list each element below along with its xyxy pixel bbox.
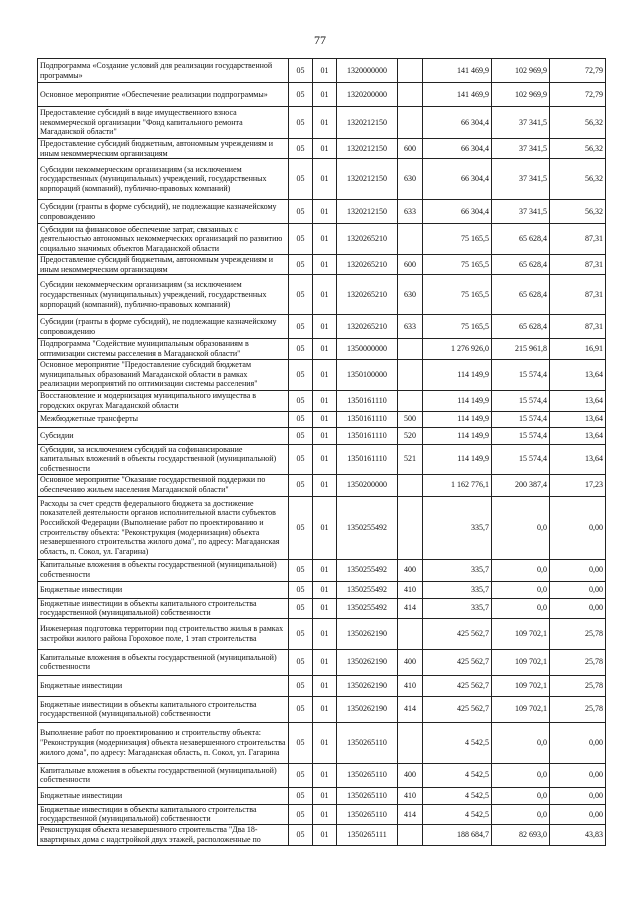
- cell-expense-type: 633: [398, 315, 423, 339]
- cell-expense-type: 410: [398, 787, 423, 804]
- cell-subsection: 01: [313, 200, 337, 224]
- cell-name: Субсидии (гранты в форме субсидий), не подлежащие казначейскому сопровождению: [38, 315, 289, 339]
- cell-planned: 188 684,7: [423, 824, 492, 845]
- cell-percent: 56,32: [550, 139, 606, 159]
- cell-expense-type: 630: [398, 159, 423, 200]
- cell-name: Субсидии некоммерческим организациям (за исключением государственных (муниципальных) учреждений, государственных корпораций (компаний), публично-правовых компаний): [38, 275, 289, 315]
- cell-percent: 0,00: [550, 559, 606, 581]
- cell-expense-type: 410: [398, 675, 423, 696]
- cell-actual: 0,0: [492, 581, 550, 598]
- cell-name: Бюджетные инвестиции в объекты капитального строительства государственной (муниципальной) собственности: [38, 804, 289, 824]
- cell-expense-type: 414: [398, 804, 423, 824]
- table-row: [38, 83, 606, 107]
- cell-target-article: 1350000000: [337, 339, 398, 359]
- table-row: [38, 787, 606, 804]
- cell-percent: 13,64: [550, 359, 606, 390]
- cell-planned: 75 165,5: [423, 224, 492, 255]
- cell-planned: 114 149,9: [423, 411, 492, 427]
- cell-percent: 25,78: [550, 675, 606, 696]
- cell-percent: 56,32: [550, 107, 606, 139]
- cell-section: 05: [289, 83, 313, 107]
- table-row: [38, 618, 606, 649]
- cell-expense-type: 521: [398, 444, 423, 474]
- table-body: [38, 59, 606, 846]
- cell-target-article: 1320200000: [337, 83, 398, 107]
- cell-planned: 335,7: [423, 598, 492, 618]
- cell-planned: 335,7: [423, 559, 492, 581]
- table-row: [38, 275, 606, 315]
- cell-percent: 0,00: [550, 763, 606, 787]
- cell-subsection: 01: [313, 411, 337, 427]
- cell-expense-type: [398, 359, 423, 390]
- cell-planned: 114 149,9: [423, 390, 492, 411]
- table-row: [38, 824, 606, 845]
- cell-subsection: 01: [313, 722, 337, 763]
- cell-actual: 65 628,4: [492, 315, 550, 339]
- cell-actual: 0,0: [492, 496, 550, 559]
- cell-section: 05: [289, 763, 313, 787]
- cell-section: 05: [289, 411, 313, 427]
- table-row: [38, 107, 606, 139]
- cell-target-article: 1350255492: [337, 559, 398, 581]
- cell-percent: 0,00: [550, 804, 606, 824]
- cell-name: Бюджетные инвестиции: [38, 675, 289, 696]
- cell-actual: 65 628,4: [492, 255, 550, 275]
- cell-name: Субсидии, за исключением субсидий на софинансирование капитальных вложений в объекты государственной (муниципальной) собственности: [38, 444, 289, 474]
- cell-target-article: 1350161110: [337, 444, 398, 474]
- cell-subsection: 01: [313, 275, 337, 315]
- cell-subsection: 01: [313, 339, 337, 359]
- cell-expense-type: [398, 390, 423, 411]
- cell-section: 05: [289, 275, 313, 315]
- cell-percent: 0,00: [550, 787, 606, 804]
- cell-name: Предоставление субсидий бюджетным, автономным учреждениям и иным некоммерческим организациям: [38, 255, 289, 275]
- cell-target-article: 1320265210: [337, 255, 398, 275]
- cell-expense-type: 400: [398, 649, 423, 675]
- table-row: [38, 224, 606, 255]
- cell-percent: 0,00: [550, 722, 606, 763]
- cell-planned: 335,7: [423, 581, 492, 598]
- cell-subsection: 01: [313, 787, 337, 804]
- cell-percent: 25,78: [550, 649, 606, 675]
- cell-target-article: 1350265110: [337, 787, 398, 804]
- cell-section: 05: [289, 696, 313, 722]
- cell-subsection: 01: [313, 83, 337, 107]
- cell-section: 05: [289, 315, 313, 339]
- cell-section: 05: [289, 427, 313, 444]
- table-row: [38, 200, 606, 224]
- cell-planned: 4 542,5: [423, 787, 492, 804]
- cell-expense-type: 600: [398, 255, 423, 275]
- cell-actual: 65 628,4: [492, 275, 550, 315]
- cell-expense-type: [398, 824, 423, 845]
- cell-target-article: 1350100000: [337, 359, 398, 390]
- cell-planned: 75 165,5: [423, 275, 492, 315]
- cell-name: Бюджетные инвестиции: [38, 787, 289, 804]
- cell-section: 05: [289, 649, 313, 675]
- cell-actual: 0,0: [492, 598, 550, 618]
- cell-actual: 109 702,1: [492, 649, 550, 675]
- cell-section: 05: [289, 804, 313, 824]
- cell-section: 05: [289, 107, 313, 139]
- table-row: [38, 474, 606, 496]
- cell-subsection: 01: [313, 559, 337, 581]
- cell-expense-type: 500: [398, 411, 423, 427]
- cell-subsection: 01: [313, 824, 337, 845]
- cell-section: 05: [289, 598, 313, 618]
- cell-planned: 1 276 926,0: [423, 339, 492, 359]
- cell-section: 05: [289, 359, 313, 390]
- cell-percent: 87,31: [550, 315, 606, 339]
- cell-subsection: 01: [313, 581, 337, 598]
- cell-section: 05: [289, 824, 313, 845]
- cell-percent: 72,79: [550, 83, 606, 107]
- table-row: [38, 444, 606, 474]
- budget-table: [37, 58, 606, 846]
- table-row: [38, 675, 606, 696]
- table-row: [38, 59, 606, 83]
- cell-section: 05: [289, 255, 313, 275]
- cell-planned: 75 165,5: [423, 255, 492, 275]
- cell-section: 05: [289, 618, 313, 649]
- table-row: [38, 255, 606, 275]
- cell-planned: 335,7: [423, 496, 492, 559]
- cell-subsection: 01: [313, 444, 337, 474]
- cell-planned: 4 542,5: [423, 722, 492, 763]
- cell-target-article: 1350262190: [337, 618, 398, 649]
- cell-expense-type: 633: [398, 200, 423, 224]
- cell-target-article: 1320212150: [337, 107, 398, 139]
- cell-actual: 15 574,4: [492, 411, 550, 427]
- cell-actual: 0,0: [492, 763, 550, 787]
- cell-name: Бюджетные инвестиции в объекты капитального строительства государственной (муниципальной) собственности: [38, 598, 289, 618]
- cell-subsection: 01: [313, 696, 337, 722]
- cell-percent: 87,31: [550, 275, 606, 315]
- cell-actual: 15 574,4: [492, 390, 550, 411]
- cell-section: 05: [289, 139, 313, 159]
- cell-expense-type: [398, 474, 423, 496]
- cell-planned: 66 304,4: [423, 107, 492, 139]
- cell-name: Субсидии на финансовое обеспечение затрат, связанных с деятельностью автономных некоммерческих организаций по развитию социально значимых объектов Магаданской области: [38, 224, 289, 255]
- cell-expense-type: 630: [398, 275, 423, 315]
- cell-actual: 15 574,4: [492, 427, 550, 444]
- cell-percent: 13,64: [550, 390, 606, 411]
- cell-name: Основное мероприятие «Обеспечение реализации подпрограммы»: [38, 83, 289, 107]
- cell-name: Капитальные вложения в объекты государственной (муниципальной) собственности: [38, 649, 289, 675]
- table-row: [38, 763, 606, 787]
- table-row: [38, 722, 606, 763]
- cell-actual: 37 341,5: [492, 200, 550, 224]
- cell-section: 05: [289, 339, 313, 359]
- cell-expense-type: [398, 496, 423, 559]
- table-row: [38, 390, 606, 411]
- cell-actual: 0,0: [492, 787, 550, 804]
- cell-name: Бюджетные инвестиции в объекты капитального строительства государственной (муниципальной) собственности: [38, 696, 289, 722]
- cell-expense-type: 400: [398, 559, 423, 581]
- cell-target-article: 1350265110: [337, 763, 398, 787]
- cell-section: 05: [289, 474, 313, 496]
- cell-percent: 13,64: [550, 444, 606, 474]
- cell-actual: 0,0: [492, 804, 550, 824]
- cell-section: 05: [289, 390, 313, 411]
- cell-percent: 56,32: [550, 159, 606, 200]
- cell-subsection: 01: [313, 315, 337, 339]
- cell-percent: 16,91: [550, 339, 606, 359]
- cell-name: Основное мероприятие "Оказание государственной поддержки по обеспечению жильем населения Магаданской области": [38, 474, 289, 496]
- cell-target-article: 1350255492: [337, 598, 398, 618]
- cell-target-article: 1350265111: [337, 824, 398, 845]
- cell-subsection: 01: [313, 496, 337, 559]
- cell-expense-type: [398, 83, 423, 107]
- cell-expense-type: 410: [398, 581, 423, 598]
- table-row: [38, 804, 606, 824]
- cell-target-article: 1320265210: [337, 224, 398, 255]
- cell-actual: 0,0: [492, 722, 550, 763]
- cell-target-article: 1350262190: [337, 696, 398, 722]
- cell-target-article: 1350265110: [337, 804, 398, 824]
- cell-expense-type: 414: [398, 598, 423, 618]
- cell-percent: 0,00: [550, 598, 606, 618]
- cell-percent: 13,64: [550, 427, 606, 444]
- cell-subsection: 01: [313, 59, 337, 83]
- cell-name: Субсидии: [38, 427, 289, 444]
- cell-subsection: 01: [313, 618, 337, 649]
- cell-expense-type: 414: [398, 696, 423, 722]
- cell-actual: 200 387,4: [492, 474, 550, 496]
- cell-name: Основное мероприятие "Предоставление субсидий бюджетам муниципальных образований Магаданской области в рамках реализации мероприятий по оптимизации системы расселения": [38, 359, 289, 390]
- cell-name: Выполнение работ по проектированию и строительству объекта: "Реконструкция (модернизация) объекта незавершенного строительства жилого дома", по адресу: Магаданская область, п. Сокол, ул. Гагарина: [38, 722, 289, 763]
- cell-target-article: 1320212150: [337, 139, 398, 159]
- cell-percent: 13,64: [550, 411, 606, 427]
- cell-target-article: 1350161110: [337, 390, 398, 411]
- cell-planned: 66 304,4: [423, 159, 492, 200]
- table-row: [38, 315, 606, 339]
- cell-section: 05: [289, 159, 313, 200]
- cell-name: Подпрограмма «Создание условий для реализации государственной программы»: [38, 59, 289, 83]
- cell-target-article: 1350161110: [337, 427, 398, 444]
- cell-actual: 15 574,4: [492, 359, 550, 390]
- cell-section: 05: [289, 496, 313, 559]
- cell-percent: 87,31: [550, 224, 606, 255]
- cell-planned: 1 162 776,1: [423, 474, 492, 496]
- cell-target-article: 1350265110: [337, 722, 398, 763]
- cell-actual: 65 628,4: [492, 224, 550, 255]
- cell-expense-type: 520: [398, 427, 423, 444]
- cell-expense-type: [398, 339, 423, 359]
- cell-target-article: 1350255492: [337, 581, 398, 598]
- table-row: [38, 581, 606, 598]
- cell-target-article: 1320265210: [337, 275, 398, 315]
- table-row: [38, 427, 606, 444]
- cell-name: Капитальные вложения в объекты государственной (муниципальной) собственности: [38, 763, 289, 787]
- cell-name: Межбюджетные трансферты: [38, 411, 289, 427]
- cell-expense-type: [398, 618, 423, 649]
- cell-section: 05: [289, 787, 313, 804]
- cell-percent: 0,00: [550, 581, 606, 598]
- cell-section: 05: [289, 581, 313, 598]
- cell-percent: 43,83: [550, 824, 606, 845]
- table-row: [38, 696, 606, 722]
- cell-name: Субсидии (гранты в форме субсидий), не подлежащие казначейскому сопровождению: [38, 200, 289, 224]
- cell-target-article: 1320000000: [337, 59, 398, 83]
- cell-subsection: 01: [313, 224, 337, 255]
- cell-target-article: 1350262190: [337, 675, 398, 696]
- cell-planned: 66 304,4: [423, 200, 492, 224]
- cell-subsection: 01: [313, 675, 337, 696]
- cell-expense-type: 400: [398, 763, 423, 787]
- cell-actual: 109 702,1: [492, 675, 550, 696]
- cell-actual: 109 702,1: [492, 618, 550, 649]
- cell-target-article: 1350161110: [337, 411, 398, 427]
- cell-name: Восстановление и модернизация муниципального имущества в городских округах Магаданской области: [38, 390, 289, 411]
- cell-actual: 15 574,4: [492, 444, 550, 474]
- cell-target-article: 1350262190: [337, 649, 398, 675]
- cell-section: 05: [289, 722, 313, 763]
- cell-subsection: 01: [313, 804, 337, 824]
- table-row: [38, 139, 606, 159]
- cell-actual: 37 341,5: [492, 159, 550, 200]
- cell-expense-type: [398, 59, 423, 83]
- cell-target-article: 1320265210: [337, 315, 398, 339]
- cell-actual: 0,0: [492, 559, 550, 581]
- cell-actual: 37 341,5: [492, 107, 550, 139]
- cell-name: Предоставление субсидий в виде имущественного взноса некоммерческой организации "Фонд капитального ремонта Магаданской области": [38, 107, 289, 139]
- cell-planned: 4 542,5: [423, 804, 492, 824]
- cell-planned: 425 562,7: [423, 618, 492, 649]
- cell-planned: 141 469,9: [423, 59, 492, 83]
- cell-subsection: 01: [313, 159, 337, 200]
- cell-planned: 114 149,9: [423, 427, 492, 444]
- cell-subsection: 01: [313, 139, 337, 159]
- cell-target-article: 1320212150: [337, 200, 398, 224]
- cell-planned: 66 304,4: [423, 139, 492, 159]
- cell-subsection: 01: [313, 598, 337, 618]
- cell-subsection: 01: [313, 649, 337, 675]
- cell-expense-type: [398, 722, 423, 763]
- cell-name: Бюджетные инвестиции: [38, 581, 289, 598]
- cell-section: 05: [289, 559, 313, 581]
- cell-subsection: 01: [313, 359, 337, 390]
- cell-planned: 75 165,5: [423, 315, 492, 339]
- cell-expense-type: [398, 107, 423, 139]
- cell-subsection: 01: [313, 763, 337, 787]
- cell-planned: 141 469,9: [423, 83, 492, 107]
- table-row: [38, 559, 606, 581]
- cell-section: 05: [289, 224, 313, 255]
- cell-percent: 17,23: [550, 474, 606, 496]
- cell-percent: 0,00: [550, 496, 606, 559]
- table-row: [38, 339, 606, 359]
- cell-percent: 25,78: [550, 618, 606, 649]
- cell-planned: 114 149,9: [423, 444, 492, 474]
- table-row: [38, 649, 606, 675]
- cell-actual: 102 969,9: [492, 59, 550, 83]
- cell-actual: 102 969,9: [492, 83, 550, 107]
- page-number: 77: [314, 33, 326, 47]
- cell-name: Расходы за счет средств федерального бюджета за достижение показателей деятельности органов исполнительной власти субъектов Российской Федерации (Выполнение работ по проектированию и строительству объекта: "Реконструкция (модернизация) объекта незавершенного строительства жилого дома", по адресу: Магаданская область, п. Сокол, ул. Гагарина): [38, 496, 289, 559]
- cell-section: 05: [289, 200, 313, 224]
- cell-section: 05: [289, 444, 313, 474]
- cell-name: Предоставление субсидий бюджетным, автономным учреждениям и иным некоммерческим организациям: [38, 139, 289, 159]
- table-row: [38, 359, 606, 390]
- cell-subsection: 01: [313, 390, 337, 411]
- cell-actual: 109 702,1: [492, 696, 550, 722]
- cell-subsection: 01: [313, 474, 337, 496]
- cell-name: Реконструкция объекта незавершенного строительства "Два 18-квартирных дома с надстройкой двух этажей, расположенные по: [38, 824, 289, 845]
- table-row: [38, 598, 606, 618]
- cell-expense-type: [398, 224, 423, 255]
- table-row: [38, 159, 606, 200]
- cell-actual: 215 961,8: [492, 339, 550, 359]
- cell-name: Инженерная подготовка территории под строительство жилья в рамках застройки жилого района Гороховое поле, 1 этап строительства: [38, 618, 289, 649]
- cell-subsection: 01: [313, 255, 337, 275]
- cell-planned: 425 562,7: [423, 696, 492, 722]
- cell-name: Капитальные вложения в объекты государственной (муниципальной) собственности: [38, 559, 289, 581]
- cell-percent: 25,78: [550, 696, 606, 722]
- cell-percent: 72,79: [550, 59, 606, 83]
- cell-target-article: 1350255492: [337, 496, 398, 559]
- cell-target-article: 1320212150: [337, 159, 398, 200]
- cell-name: Подпрограмма "Содействие муниципальным образованиям в оптимизации системы расселения в Магаданской области": [38, 339, 289, 359]
- cell-subsection: 01: [313, 427, 337, 444]
- cell-actual: 82 693,0: [492, 824, 550, 845]
- cell-percent: 87,31: [550, 255, 606, 275]
- table-row: [38, 411, 606, 427]
- cell-section: 05: [289, 59, 313, 83]
- cell-actual: 37 341,5: [492, 139, 550, 159]
- cell-subsection: 01: [313, 107, 337, 139]
- table-row: [38, 496, 606, 559]
- cell-percent: 56,32: [550, 200, 606, 224]
- cell-section: 05: [289, 675, 313, 696]
- cell-planned: 4 542,5: [423, 763, 492, 787]
- cell-expense-type: 600: [398, 139, 423, 159]
- cell-planned: 425 562,7: [423, 675, 492, 696]
- cell-planned: 425 562,7: [423, 649, 492, 675]
- cell-target-article: 1350200000: [337, 474, 398, 496]
- cell-name: Субсидии некоммерческим организациям (за исключением государственных (муниципальных) учреждений, государственных корпораций (компаний), публично-правовых компаний): [38, 159, 289, 200]
- cell-planned: 114 149,9: [423, 359, 492, 390]
